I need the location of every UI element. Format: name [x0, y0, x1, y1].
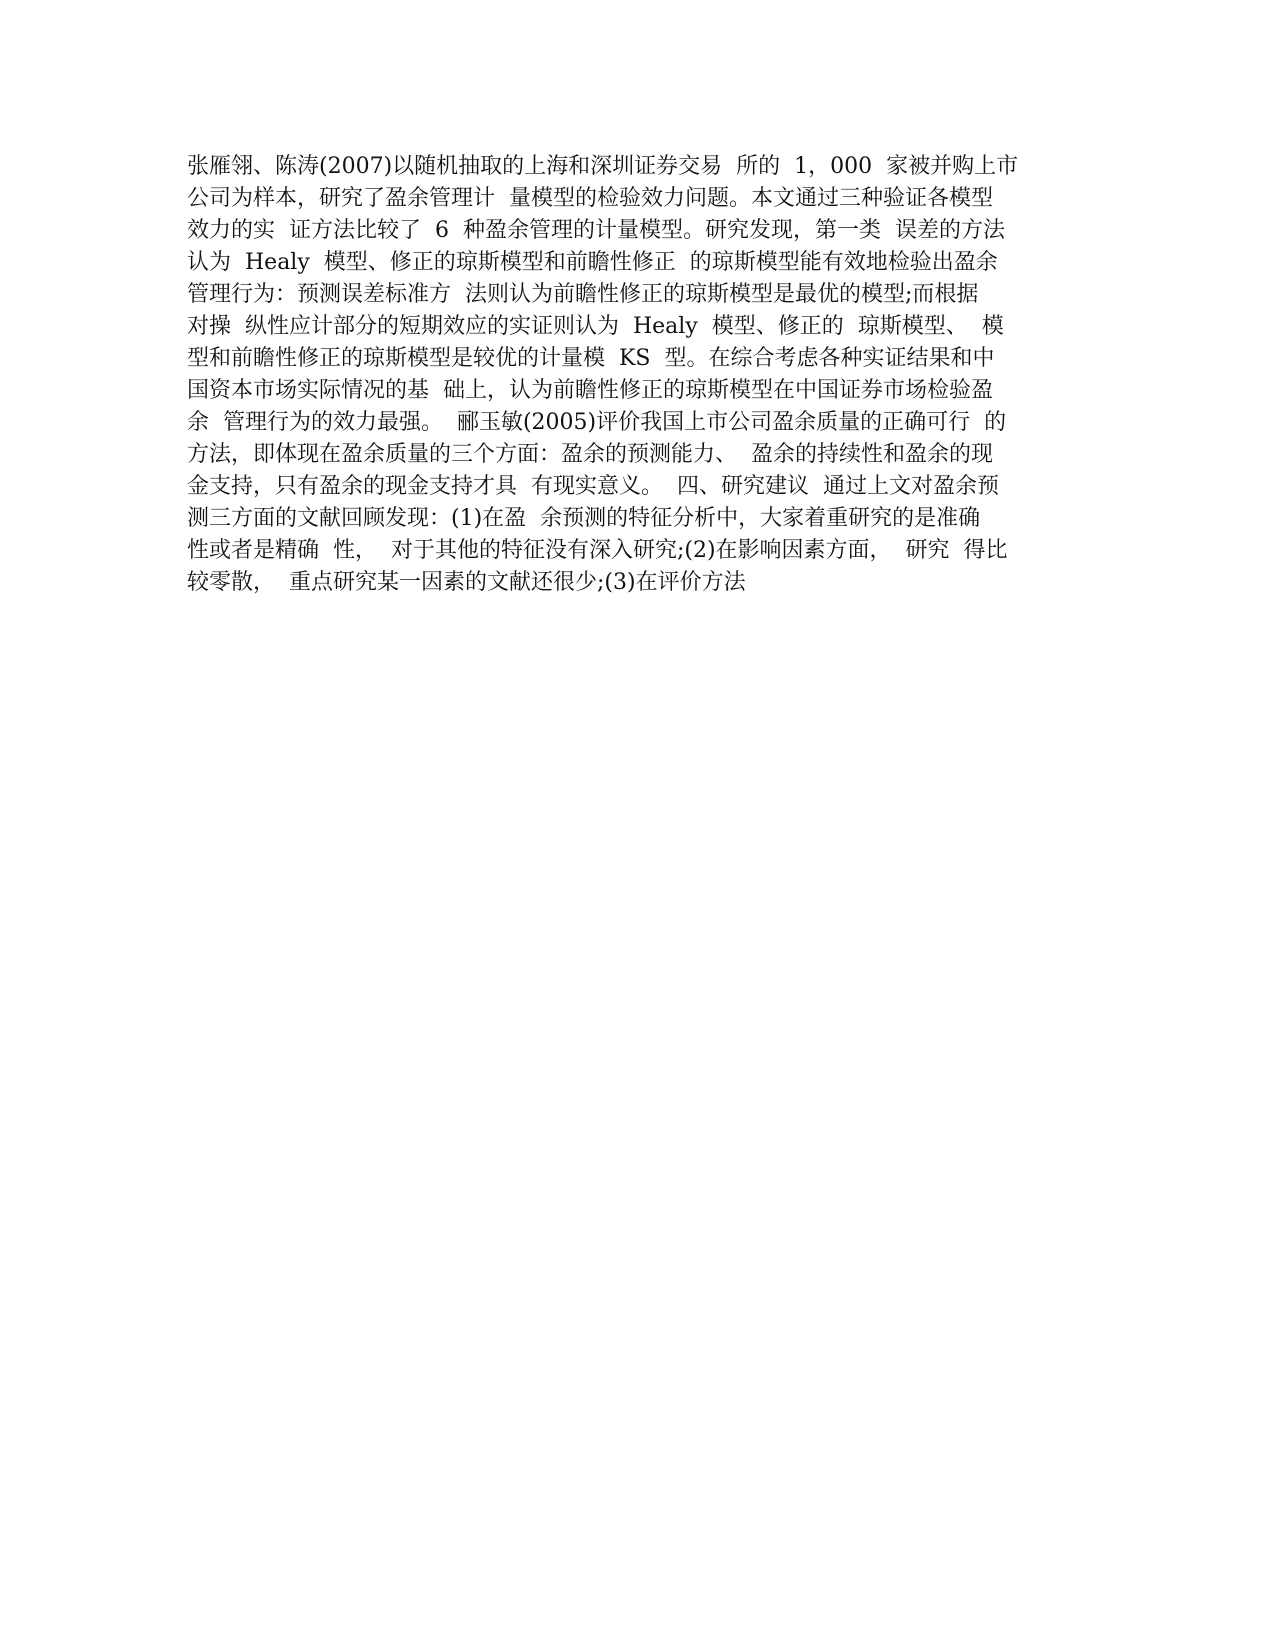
text-line: 金支持，只有盈余的现金支持才具 有现实意义。 四、研究建议 通过上文对盈余预 [187, 474, 999, 499]
body-paragraph [187, 151, 1107, 599]
text-line: 对操 纵性应计部分的短期效应的实证则认为 Healy 模型、修正的 琼斯模型、 模 [187, 314, 1004, 339]
text-line: 方法，即体现在盈余质量的三个方面：盈余的预测能力、 盈余的持续性和盈余的现 [187, 442, 993, 467]
text-line: 效力的实 证方法比较了 6 种盈余管理的计量模型。研究发现，第一类 误差的方法 [187, 218, 1005, 243]
text-line: 国资本市场实际情况的基 础上，认为前瞻性修正的琼斯模型在中国证券市场检验盈 [187, 378, 993, 403]
text-line: 性或者是精确 性， 对于其他的特征没有深入研究;(2)在影响因素方面， 研究 得比 [187, 538, 1008, 563]
text-line: 型和前瞻性修正的琼斯模型是较优的计量模 KS 型。在综合考虑各种实证结果和中 [187, 346, 995, 371]
text-line: 张雁翎、陈涛(2007)以随机抽取的上海和深圳证券交易 所的 1，000 家被并购上市 [187, 154, 1019, 179]
text-line: 认为 Healy 模型、修正的琼斯模型和前瞻性修正 的琼斯模型能有效地检验出盈余 [187, 250, 998, 275]
text-line: 管理行为：预测误差标准方 法则认为前瞻性修正的琼斯模型是最优的模型;而根据 [187, 282, 979, 307]
text-line: 较零散， 重点研究某一因素的文献还很少;(3)在评价方法 [187, 570, 746, 595]
text-line: 公司为样本，研究了盈余管理计 量模型的检验效力问题。本文通过三种验证各模型 [187, 186, 993, 211]
text-line: 余 管理行为的效力最强。 郦玉敏(2005)评价我国上市公司盈余质量的正确可行 的 [187, 410, 1007, 435]
text-line: 测三方面的文献回顾发现：(1)在盈 余预测的特征分析中，大家着重研究的是准确 [187, 506, 981, 531]
